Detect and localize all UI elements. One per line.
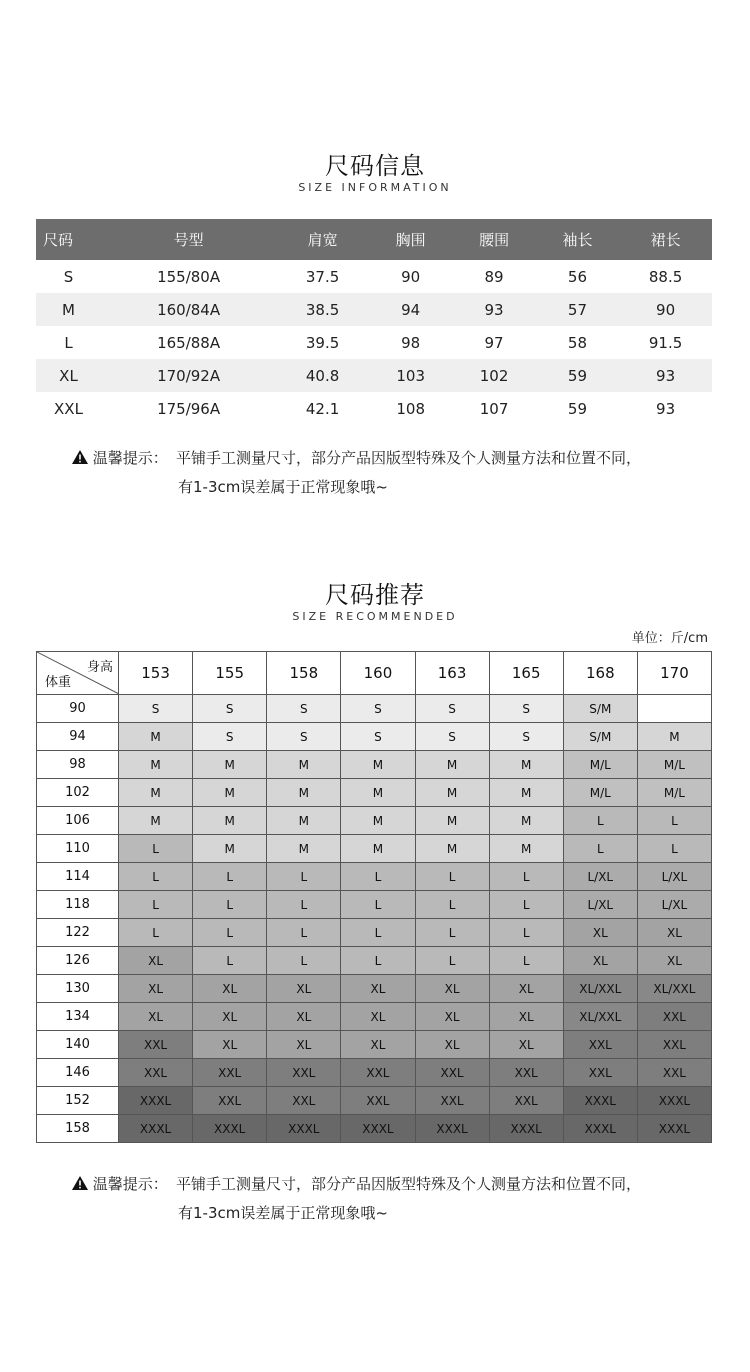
size-recommend-cell: XXL <box>637 1031 711 1059</box>
size-recommend-cell: M <box>415 751 489 779</box>
size-recommend-cell: XXXL <box>415 1115 489 1143</box>
size-info-cell: 90 <box>619 293 712 326</box>
size-info-cell: 89 <box>484 267 504 286</box>
size-info-cell: 107 <box>479 399 509 418</box>
size-info-row <box>36 359 712 392</box>
weight-row <box>37 919 712 947</box>
size-recommend-cell: M <box>489 807 563 835</box>
size-recommend-cell: S/M <box>563 695 637 723</box>
size-recommend-cell: L <box>119 863 193 891</box>
size-recommend-cell: L <box>341 947 415 975</box>
size-info-cell: 59 <box>536 359 619 392</box>
weight-row <box>37 891 712 919</box>
size-recommend-cell: XXL <box>119 1059 193 1087</box>
size-recommend-cell: M <box>341 751 415 779</box>
size-info-cell: 56 <box>567 267 587 286</box>
weight-cell: 122 <box>37 919 119 947</box>
size-recommend-cell: XL/XXL <box>563 1003 637 1031</box>
size-recommend-cell: M <box>267 751 341 779</box>
size-recommend-cell: XL <box>341 1003 415 1031</box>
size-info-cell: M <box>36 293 101 326</box>
weight-row <box>37 1031 712 1059</box>
size-recommend-cell: XL <box>193 1003 267 1031</box>
size-recommend-cell: M <box>415 807 489 835</box>
size-recommend-cell: L/XL <box>563 891 637 919</box>
header-model: 号型 <box>101 219 276 260</box>
size-recommend-cell: L <box>119 891 193 919</box>
size-recommend-cell: S <box>193 695 267 723</box>
weight-cell: 158 <box>37 1115 119 1143</box>
size-recommend-cell: XL <box>267 975 341 1003</box>
size-recommend-cell: XXL <box>341 1087 415 1115</box>
size-recommend-cell: M <box>637 723 711 751</box>
size-recommend-cell: XL <box>267 1003 341 1031</box>
weight-cell: 110 <box>37 835 119 863</box>
weight-cell: 114 <box>37 863 119 891</box>
size-recommend-cell: XXXL <box>119 1115 193 1143</box>
size-recommend-cell: L <box>267 891 341 919</box>
weight-row <box>37 1087 712 1115</box>
size-recommend-cell: S <box>119 695 193 723</box>
size-recommend-cell: S <box>267 695 341 723</box>
size-info-cell: 108 <box>396 399 425 418</box>
size-info-cell: 93 <box>452 293 535 326</box>
size-info-cell: 93 <box>656 399 676 418</box>
size-recommend-cell: XXL <box>267 1059 341 1087</box>
size-info-cell: 39.5 <box>305 333 340 352</box>
warm-tip-line1: 平铺手工测量尺寸，部分产品因版型特殊及个人测量方法和位置不同， <box>176 449 642 467</box>
weight-row <box>37 779 712 807</box>
size-recommend-cell: XXL <box>341 1059 415 1087</box>
size-recommend-cell: L <box>193 919 267 947</box>
size-recommend-cell: XXXL <box>489 1115 563 1143</box>
size-recommend-cell: M/L <box>563 751 637 779</box>
size-recommend-cell <box>637 695 711 723</box>
size-recommend-cell: S <box>489 723 563 751</box>
size-recommend-cell: XXL <box>637 1059 711 1087</box>
corner-weight-label: 体重 <box>45 675 72 690</box>
size-info-cell: 170/92A <box>101 359 276 392</box>
warm-tip-bottom-line1: 平铺手工测量尺寸，部分产品因版型特殊及个人测量方法和位置不同， <box>176 1175 642 1193</box>
size-recommend-cell: XL <box>193 1031 267 1059</box>
size-info-cell: 93 <box>619 359 712 392</box>
size-info-cell: XL <box>36 359 101 392</box>
size-recommend-cell: M <box>119 779 193 807</box>
size-recommend-cell: L <box>341 863 415 891</box>
size-recommend-cell: M <box>119 807 193 835</box>
info-subtitle: SIZE INFORMATION <box>298 181 452 194</box>
size-info-cell: 40.8 <box>276 359 369 392</box>
weight-cell: 94 <box>37 723 119 751</box>
size-recommend-cell: L <box>637 835 711 863</box>
weight-row <box>37 807 712 835</box>
weight-row <box>37 975 712 1003</box>
size-recommend-cell: XL <box>119 1003 193 1031</box>
size-info-cell: S <box>63 267 74 286</box>
weight-cell: 134 <box>37 1003 119 1031</box>
size-recommend-cell: L <box>119 919 193 947</box>
size-recommend-cell: XXXL <box>563 1115 637 1143</box>
size-recommend-cell: XXXL <box>637 1115 711 1143</box>
weight-cell: 126 <box>37 947 119 975</box>
weight-row <box>37 947 712 975</box>
size-recommend-cell: M <box>267 835 341 863</box>
size-recommend-cell: L <box>415 891 489 919</box>
warm-tip-bottom <box>72 1170 641 1228</box>
size-recommend-cell: XL <box>489 975 563 1003</box>
size-recommend-cell: M <box>341 779 415 807</box>
header-size: 尺码 <box>36 219 101 260</box>
size-recommend-cell: M <box>415 835 489 863</box>
size-recommend-cell: L <box>267 863 341 891</box>
size-recommend-cell: XXL <box>119 1031 193 1059</box>
size-recommend-cell: S <box>193 723 267 751</box>
size-recommend-cell: XL <box>563 947 637 975</box>
size-recommend-cell: L <box>415 919 489 947</box>
size-recommend-cell: L <box>563 807 637 835</box>
weight-row <box>37 1003 712 1031</box>
size-recommend-cell: XXXL <box>341 1115 415 1143</box>
size-recommend-cell: M <box>489 779 563 807</box>
size-info-cell: XXL <box>54 399 83 418</box>
size-info-cell: 160/84A <box>101 293 276 326</box>
size-recommend-cell: XL <box>489 1031 563 1059</box>
weight-row <box>37 1115 712 1143</box>
size-recommend-cell: XL <box>415 1003 489 1031</box>
size-recommend-cell: XXL <box>489 1087 563 1115</box>
size-recommend-cell: S <box>341 695 415 723</box>
size-recommend-cell: M <box>193 751 267 779</box>
size-info-cell: 57 <box>536 293 619 326</box>
size-recommend-cell: M <box>489 751 563 779</box>
size-recommend-table <box>36 651 712 1143</box>
size-recommend-cell: M <box>341 807 415 835</box>
header-skirt-length: 裙长 <box>619 219 712 260</box>
weight-cell: 102 <box>37 779 119 807</box>
height-header-cell: 155 <box>193 652 267 695</box>
rec-subtitle: SIZE RECOMMENDED <box>292 610 458 623</box>
size-recommend-cell: XL <box>267 1031 341 1059</box>
size-recommend-cell: L <box>489 919 563 947</box>
size-recommend-cell: S <box>267 723 341 751</box>
size-recommend-cell: XXL <box>193 1087 267 1115</box>
weight-row <box>37 863 712 891</box>
size-recommend-cell: L <box>341 919 415 947</box>
corner-cell <box>37 652 119 695</box>
size-recommend-cell: L <box>637 807 711 835</box>
size-recommend-cell: L <box>415 947 489 975</box>
height-header-cell: 163 <box>415 652 489 695</box>
size-info-cell: 42.1 <box>305 399 340 418</box>
size-recommend-cell: M <box>119 751 193 779</box>
size-recommend-cell: XL <box>193 975 267 1003</box>
size-recommend-cell: M/L <box>563 779 637 807</box>
warning-triangle-icon <box>72 450 88 464</box>
size-info-cell: 91.5 <box>648 333 683 352</box>
size-info-cell: 103 <box>369 359 452 392</box>
size-info-cell: 102 <box>452 359 535 392</box>
warm-tip <box>72 444 641 502</box>
weight-cell: 130 <box>37 975 119 1003</box>
height-header-cell: 160 <box>341 652 415 695</box>
size-recommend-cell: XL <box>341 975 415 1003</box>
size-recommend-cell: S <box>415 723 489 751</box>
size-recommend-cell: M <box>119 723 193 751</box>
size-recommend-cell: XL/XXL <box>563 975 637 1003</box>
weight-row <box>37 751 712 779</box>
rec-title: 尺码推荐 <box>325 581 425 609</box>
size-info-row <box>36 293 712 326</box>
size-recommend-cell: XL <box>415 1031 489 1059</box>
size-recommend-cell: M/L <box>637 751 711 779</box>
size-recommend-cell: XL <box>563 919 637 947</box>
size-recommend-cell: L <box>489 891 563 919</box>
size-info-cell: 58 <box>567 333 587 352</box>
height-header-cell: 165 <box>489 652 563 695</box>
size-recommend-cell: XXL <box>637 1003 711 1031</box>
size-recommend-cell: XXL <box>415 1087 489 1115</box>
header-sleeve: 袖长 <box>536 219 619 260</box>
size-recommend-cell: L/XL <box>563 863 637 891</box>
size-recommend-cell: M <box>193 835 267 863</box>
size-recommend-cell: L/XL <box>637 863 711 891</box>
size-info-cell: L <box>64 333 73 352</box>
size-recommend-cell: L <box>267 919 341 947</box>
size-recommend-cell: XXXL <box>563 1087 637 1115</box>
size-recommend-cell: L <box>119 835 193 863</box>
size-info-cell: 37.5 <box>305 267 340 286</box>
weight-cell: 140 <box>37 1031 119 1059</box>
size-recommend-cell: L <box>193 947 267 975</box>
header-chest: 胸围 <box>369 219 452 260</box>
size-info-row <box>36 326 712 359</box>
weight-cell: 90 <box>37 695 119 723</box>
size-recommend-cell: M <box>341 835 415 863</box>
size-info-cell: 38.5 <box>276 293 369 326</box>
size-recommend-cell: L <box>415 863 489 891</box>
size-recommend-cell: XL <box>415 975 489 1003</box>
size-recommend-cell: S <box>341 723 415 751</box>
size-recommend-cell: XL <box>637 947 711 975</box>
size-recommend-cell: XL <box>341 1031 415 1059</box>
size-recommend-cell: L <box>563 835 637 863</box>
size-recommend-cell: M <box>193 779 267 807</box>
size-recommend-cell: XXL <box>563 1059 637 1087</box>
size-recommend-cell: XXL <box>415 1059 489 1087</box>
warm-tip-line2: 有1-3cm误差属于正常现象哦~ <box>178 478 388 496</box>
size-info-cell: 97 <box>484 333 504 352</box>
height-header-cell: 170 <box>637 652 711 695</box>
size-recommend-cell: XXXL <box>637 1087 711 1115</box>
size-info-row <box>36 260 712 293</box>
weight-cell: 118 <box>37 891 119 919</box>
size-info-cell: 98 <box>401 333 421 352</box>
size-recommend-cell: XL <box>637 919 711 947</box>
size-recommend-cell: XL/XXL <box>637 975 711 1003</box>
size-info-cell: 155/80A <box>157 267 221 286</box>
size-recommend-cell: L <box>193 863 267 891</box>
corner-height-label: 身高 <box>86 660 113 675</box>
size-recommend-cell: S <box>415 695 489 723</box>
weight-cell: 98 <box>37 751 119 779</box>
weight-row <box>37 723 712 751</box>
weight-cell: 106 <box>37 807 119 835</box>
size-info-cell: 175/96A <box>157 399 221 418</box>
size-recommend-cell: M <box>193 807 267 835</box>
size-recommend-cell: L <box>267 947 341 975</box>
size-recommend-cell: M/L <box>637 779 711 807</box>
size-info-row <box>36 392 712 425</box>
size-recommend-cell: XXXL <box>267 1115 341 1143</box>
size-recommend-cell: XXXL <box>193 1115 267 1143</box>
size-recommend-cell: L/XL <box>637 891 711 919</box>
size-recommend-cell: M <box>489 835 563 863</box>
warm-tip-bottom-line2: 有1-3cm误差属于正常现象哦~ <box>178 1204 388 1222</box>
size-recommend-cell: XL <box>489 1003 563 1031</box>
size-recommend-cell: XXL <box>193 1059 267 1087</box>
size-recommend-cell: M <box>267 779 341 807</box>
weight-row <box>37 1059 712 1087</box>
height-header-cell: 168 <box>563 652 637 695</box>
unit-label: 单位：斤/cm <box>631 631 708 646</box>
weight-cell: 152 <box>37 1087 119 1115</box>
size-recommend-cell: S <box>489 695 563 723</box>
weight-cell: 146 <box>37 1059 119 1087</box>
warning-triangle-icon <box>72 1176 88 1190</box>
height-header-cell: 158 <box>267 652 341 695</box>
size-recommend-cell: XXL <box>489 1059 563 1087</box>
header-waist: 腰围 <box>452 219 535 260</box>
weight-row <box>37 835 712 863</box>
size-recommend-cell: XXL <box>563 1031 637 1059</box>
size-info-cell: 165/88A <box>157 333 221 352</box>
size-recommend-cell: L <box>489 947 563 975</box>
size-recommend-cell: L <box>341 891 415 919</box>
size-info-cell: 94 <box>369 293 452 326</box>
size-recommend-cell: XL <box>119 975 193 1003</box>
size-info-table <box>36 219 712 425</box>
size-info-header-row <box>36 219 712 260</box>
weight-row <box>37 695 712 723</box>
size-info-cell: 59 <box>567 399 587 418</box>
info-title: 尺码信息 <box>325 152 425 180</box>
warm-tip-label-text: 温馨提示： <box>92 449 168 467</box>
warm-tip-bottom-label-text: 温馨提示： <box>92 1175 168 1193</box>
size-recommend-cell: M <box>267 807 341 835</box>
warm-tip-bottom-label <box>72 1170 176 1199</box>
size-info-cell: 90 <box>401 267 421 286</box>
size-recommend-cell: S/M <box>563 723 637 751</box>
size-recommend-cell: XXXL <box>119 1087 193 1115</box>
header-shoulder: 肩宽 <box>276 219 369 260</box>
size-recommend-cell: XXL <box>267 1087 341 1115</box>
height-header-cell: 153 <box>119 652 193 695</box>
size-recommend-cell: XL <box>119 947 193 975</box>
warm-tip-label <box>72 444 176 473</box>
size-recommend-cell: L <box>193 891 267 919</box>
size-info-cell: 88.5 <box>648 267 683 286</box>
size-recommend-cell: L <box>489 863 563 891</box>
height-header-row <box>37 652 712 695</box>
size-recommend-cell: M <box>415 779 489 807</box>
